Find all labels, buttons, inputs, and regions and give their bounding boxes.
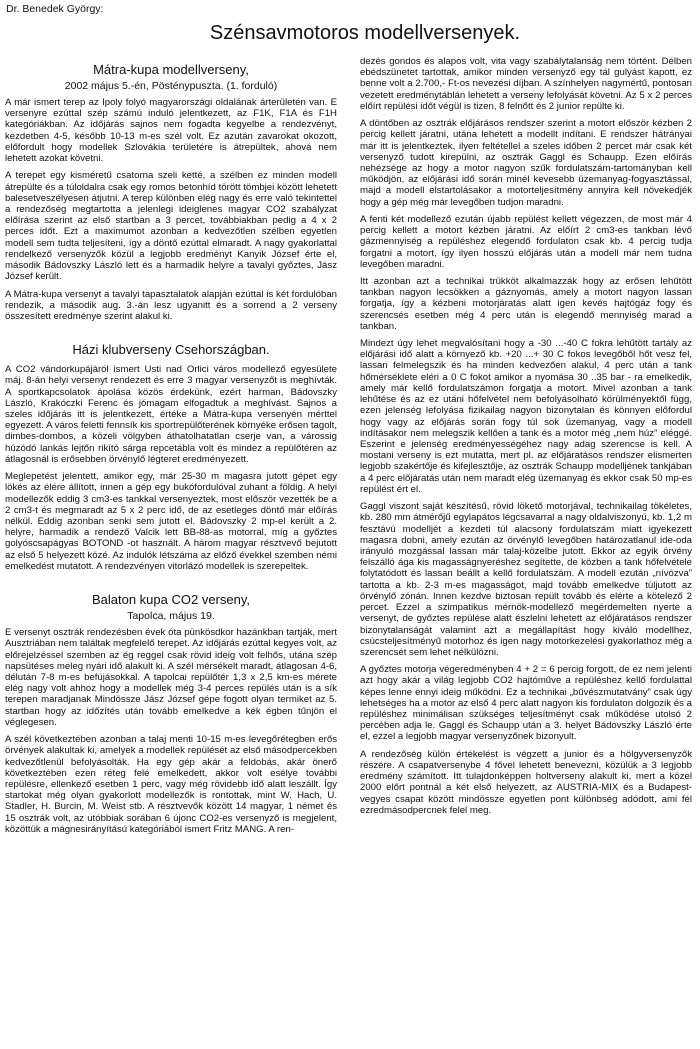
- article-title-balaton-kupa: Balaton kupa CO2 verseny,: [91, 592, 250, 608]
- author-name: Dr. Benedek György:: [6, 3, 104, 15]
- paragraph: A szél következtében azonban a talaj menti 10-15 m-es levegőrétegben erős örvények alakultak ki, amelyek a modellek repülését az első másodpercekben kedvezőtlenül befolyásolták. Ha egy gép akár a feldobás, akár önerő következtében ezen réteg felé emelkedett, akkor volt esélye további repülésre, ellenkező esetben 1 perc, vagy még rövidebb idő alatt leszállt. Így startokat még olyan gyakorlott modellezők is rontottak, mint W. Hach, U. Stadler, H. Burcin, M. Weist stb. A résztvevők között 14 magyar, 1 német és 15 osztrák volt, az utóbbiak sorában 6 újonc CO2-es versenyző is megjelent, közöttük a mágnesirányítású kategóriából ismert Fritz MANG. A ren-: [5, 734, 337, 835]
- article-title-hazi-klubverseny: Házi klubverseny Csehországban.: [72, 342, 270, 358]
- left-column: [5, 62, 337, 841]
- paragraph: A már ismert terep az Ipoly folyó magyarországi oldalának árterületén van. E versenyre ezúttal szép számú induló jelentkezett, az F1K, F1A és F1H kategóriákban. Az időjárás sajnos nem fogadta kegyelbe a rendezvényt, kezdetben 4-5, később 10-13 m-es szél volt. Ez azután zavarokat okozott, előfordult hogy modellek Szlovákia területére is átrepültek, ahová nem lehetett azokat követni.: [5, 97, 337, 165]
- paragraph: A döntőben az osztrák előjárásos rendszer szerint a motort először kézben 2 percig kellett járatni, utána lehetett a modellt indítani. E rendszer hátrányai már itt is jelentkeztek, ilyen feltétellel a szeles időben 2 percet már csak két versenyző tudott kirepülni, az osztrák Gaggl és Schaupp. Ezen előírás nehézsége az hogy a motor nagyon szűk fordulatszám-tartományban kell működjön, az előjárási idő során minél kevesebb üzemanyag-fogyasztással, majd a modell elstartolásakor a motorteljesítmény annyira kell növekedjék hogy a gép még már levegőben tudjon maradni.: [360, 118, 692, 208]
- article-title-matra-kupa: Mátra-kupa modellverseny,: [93, 62, 249, 77]
- paragraph: Gaggl viszont saját készítésű, rövid lökető motorjával, technikailag tökéletes, kb. 280 mm átmérőjű egylapátos légcsavarral a nagy oldalviszonyú, kb. 1,2 m fesztávú modelljét a kezdeti túl alacsony fordulatszám miatt igyekezett magasra dobni, amely ezután az örvénylő levegőben határozatlanul ide-oda irányuló mozgással lassan már talaj-közelbe jutott. Ekkor az egyik örvény felszálló ága kis magasságnyeréshez segítette, de közben a tank hőfelvétele folytatódott és lassan beállt a kellő fordulatszám. A modell ezután „nívózva” tartotta a kb. 2-3 m-es magasságot, majd tovább emelkedve túljutott az örvénylő zónán. Innen kezdve biztosan repült tovább és elérte a kötelező 2 percet. Ezzel a szimpatikus mérnök-modellező megérdemelten nyerte a versenyt, de győztes repülése alatt észlelni lehetett az előjáratásos rendszer bizonytalanságát valamint azt a megállapítást hogy kiváló modellhez, csúcsteljesítményű motorhoz és igen nagy motorkezelési gyakorlathoz még a szerencsét sem lehet nélkülözni.: [360, 501, 692, 658]
- article-subtitle-matra-kupa: 2002 május 5.-én, Pösténypuszta. (1. forduló): [64, 80, 278, 92]
- paragraph: Itt azonban azt a technikai trükköt alkalmazzák hogy az erősen lehűtött tankban nagyon lecsökken a gáznyomás, amely a motort nagyon lassan forgatja, így a kézbeni motorjáratás alatt igen kevés hajtógáz fogy és szerencsés esetben még 4 perc után is elegendő mennyiség marad a tankban.: [360, 275, 692, 332]
- paragraph: A terepet egy kisméretű csatorna szeli ketté, a szélben ez minden modell átrepülte és a túloldalra csak egy romos betonhíd törött tömbjei között lehetett balesetveszélyesen átjutni. A terep különben elég nagy és erre való tekintettel a rendezőség megtartotta a jelenlegi ideiglenes magyar CO2 szabályzat előírása szerint az első startban a 3 percet, továbbiakban pedig a 4 x 2 perces időt. Ezt a maximumot azonban a kedvezőtlen szélben egyetlen modell sem tudta teljesíteni, így a döntő ezúttal elmaradt. A nagy gyakorlattal rendelkező versenyzők közül a legjobb eredményt Kanyik József érte el, második Bádovszky László lett és a harmadik helyre a tavalyi győztes, Jász József került.: [5, 170, 337, 283]
- right-column: [360, 56, 692, 822]
- paragraph: E versenyt osztrák rendezésben évek óta pünkösdkor hazánkban tartják, mert Ausztriában nem találtak megfelelő terepet. Az időjárás ezúttal kegyes volt, az előrejelzéssel szemben az ég reggel csak rövid ideig volt felhős, utána szép napsütéses meleg nyári idő alakult ki. A szél mérsékelt maradt, átlagosan 4-6, délután 7-8 m-es befújásokkal. A tapolcai repülőtér 1,3 x 2,5 km-es mérete elég nagy volt ahhoz hogy a modellek még 3-4 perces repülés után is a sík terepen maradjanak Mindössze Jász József gépe fogott olyan termiket az 5. startban hogy az időzítés után tovább emelkedve a kék égben tűnjön el véglegesen.: [5, 627, 337, 728]
- paragraph: Meglepetést jelentett, amikor egy, már 25-30 m magasra jutott gépet egy lökés az élére állított, innen a gép egy bukófordulóval zuhant a földig. A helyi modellezők eddig 3 cm3-es tankkal versenyeztek, most először vezették be a 2 cm3-t és megmaradt az 5 x 2 perc idő, de az esetleges döntő már előírás nélkül. Eddig azonban senki sem jutott el. Bádovszky 2 mp-el került a 2. helyre, harmadik a rendező Valcik lett BB-88-as motorral, míg a győztes golyóscsapágyas BOTOND -ot használt. A három magyar résztvevő bejutott az első 5 helyezett közé. Az indulók létszáma az előző évekkel szemben némi emelkedést mutatott. A rendezvényen vitorlázó modellek is szerepeltek.: [5, 471, 337, 572]
- paragraph: A rendezőség külön értékelést is végzett a junior és a hölgyversenyzők részére. A csapatversenybe 4 fővel lehetett benevezni, közülük a 3 legjobb eredmény számított. Itt tulajdonképpen holtverseny alakult ki, mert a közel 2000 előrt pontnál a két első helyezett, az AUSTRIA-MIX és a Budapest-vegyes csapat között mindössze egyetlen pont különbség adódott, ami fél ezredmásodpercnek felel meg.: [360, 748, 692, 816]
- paragraph: A győztes motorja végeredményben 4 + 2 = 6 percig forgott, de ez nem jelenti azt hogy akár a világ legjobb CO2 hajtóműve a repüléshez kellő fordulattal képes lenne ennyi ideig működni. Ez a technikai „bűvészmutatvány” csak úgy lehetséges ha a motor az első 4 perc alatt nagyon kis fordulaton dolgozik és a repüléshez minimálisan szükséges teljesítményt csak működése utolsó 2 percében adja le. Gaggl és Schaupp után a 3. helyet Bádovszky László érte el, ezzel a legjobb magyar versenyzőnek bizonyult.: [360, 664, 692, 743]
- article-subtitle-balaton-kupa: Tapolca, május 19.: [127, 610, 215, 623]
- paragraph: dezés gondos és alapos volt, vita vagy szabálytalanság nem történt. Délben ebédszünetet tartottak, amikor minden versenyző egy tál gulyást kapott, ez benne volt a 2.700,- Ft-os nevezési díjban. A színhelyen nagymértű, pontosan vezetett eredménytáblán lehetett a verseny lefolyását követni. Az 5 x 2 perces előírt repülési időt végül is tizen, 8 felnőtt és 2 junior repülte ki.: [360, 56, 692, 112]
- paragraph: A fenti két modellező ezután újabb repülést kellett végezzen, de most már 4 percig kellett a motort kézben járatni. Az előírt 2 cm3-es tankban lévő gázmennyiség a repüléshez elegendő fordulaton csak kb. 4 percig tudja forgatni a motort, így ilyen hosszú előjárás után a modell már nem tudna levegőben maradni.: [360, 213, 692, 270]
- paragraph: A CO2 vándorkupájáról ismert Usti nad Orlici város modellező egyesülete máj. 8-án helyi versenyt rendezett és erre 3 magyar versenyzőt is meghívták. A sportkapcsolatok ápolása közös érdekünk, ezért harman, Bádovszky László, Krakóczki Ferenc és jómagam elfogadtuk a meghívást. Sajnos a szeles időjárás itt is jelentkezett, értéke a Mátra-kupa versenyén mérttel egyezett. A város feletti fennsík kis sportrepülőterének környéke erősen tagolt, dimbes-dombos, a közeli völgyben áthatolhatatlan cserje van, a várossig húzódó lankás lejtőn rikító sárga repcetábla volt és mindez a repülőtéren az átlagosnál is erősebben örvénylő légteret eredményezett.: [5, 364, 337, 465]
- page-title: Szénsavmotoros modellversenyek.: [209, 22, 521, 44]
- paragraph: Mindezt úgy lehet megvalósítani hogy a -30 ...-40 C fokra lehűtött tartály az előjárási idő alatt a környező kb. +20 ...+ 30 C fokos levegőből hőt vesz fel, lassan felmelegszik és ha minden kedvezően alakul, 4 perc után a tank hőmérséklete eléri a 0 C fokot amikor a nyomása 30 ..35 bar - ra emelkedik, amely már kellő fordulatszámon forgatja a motort. Mivel azonban a tank lehűtése és az ez utáni hőfelvétel nem befolyásolható körülményektől függ, ezen jelenség lefolyása fizikailag nagyon bizonytalan és könnyen előfordul hogy vagy az előjárás során fogy túl sok üzemanyag, vagy a modell indításakor nem melegszik kellően a tank és a motor még „nem húz” eléggé. Eszerint e jelenség eredményességéhez nagy adag szerencse is kell. A mostani verseny is ezt mutatta, mert pl. az előjáratásos rendszer elismerten legjobb szakértője és kifejlesztője, az osztrák Schaupp modelljének tankjában a 4 perc előjáratás után nem maradt elég üzemanyag és ekkor csak 50 mp-es repülést ért el.: [360, 338, 692, 495]
- paragraph: A Mátra-kupa versenyt a tavalyi tapasztalatok alapján ezúttal is két fordulóban rendezik, a második aug. 3.-án lesz ugyanitt és a sorrend a 2 verseny összesített eredménye szerint alakul ki.: [5, 288, 337, 322]
